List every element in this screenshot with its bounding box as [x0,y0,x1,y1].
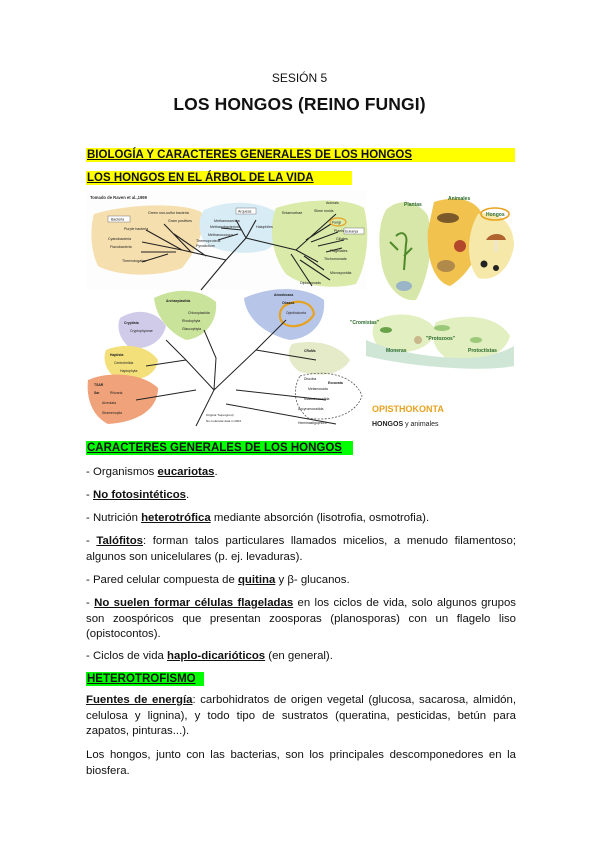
five-kingdoms-illustration [350,196,514,428]
source-note: Tomado de Raven et al.,1999 [90,195,147,200]
supergroup-tree [88,289,362,426]
svg-text:Thermotogales: Thermotogales [122,259,146,263]
opisthokonta-caption: OPISTHOKONTA [372,404,444,414]
svg-text:Metamonada: Metamonada [308,387,328,391]
svg-text:Chloroplastida: Chloroplastida [188,311,210,315]
fungi-region [469,213,514,279]
svg-text:Plants: Plants [334,229,344,233]
heterotrophy-decomposers-paragraph: Los hongos, junto con las bacterias, son los principales descomponedores en la biosfera. [86,749,516,777]
svg-text:Haptophyta: Haptophyta [120,369,138,373]
lizard-drawing [437,213,459,223]
svg-text:Animales: Animales [448,196,471,202]
svg-text:TSAR: TSAR [94,383,104,387]
svg-text:Methanococcus: Methanococcus [208,233,234,237]
svg-text:No molecular data in 2004: No molecular data in 2004 [206,419,242,423]
page-title: LOS HONGOS (REINO FUNGI) [173,94,426,114]
char-item-7: - Ciclos de vida haplo-dicarióticos (en general). [86,650,333,662]
svg-text:Bacteria: Bacteria [111,217,125,222]
three-domain-tree [86,190,367,290]
svg-text:Moneras: Moneras [386,348,407,354]
protozoan-drawing [434,325,450,331]
svg-text:Flavobacteria: Flavobacteria [110,245,132,249]
session-label: SESIÓN 5 [271,71,328,85]
svg-text:Original 'Supergroup': Original 'Supergroup' [206,413,234,417]
char-item-1: - Organismos eucariotas. [86,466,218,478]
svg-text:Cryptista: Cryptista [124,321,139,325]
svg-text:Pyrodictium: Pyrodictium [196,244,215,248]
svg-text:Protoctistas: Protoctistas [468,348,497,354]
svg-text:Sar: Sar [94,391,100,395]
svg-text:Eukarya: Eukarya [345,229,359,234]
hongos-y-animales-caption: HONGOS y animales [372,421,439,428]
svg-text:Glaucophyta: Glaucophyta [182,327,202,331]
svg-text:Cryptophyceae: Cryptophyceae [130,329,153,333]
char-item-6: - No suelen formar células flageladas en los ciclos de vida, solo algunos grupos son zoospóricos que presentan zoosporas (planosporas) con un flagelo liso (opistocontos). [86,597,516,640]
svg-text:Fungi: Fungi [332,220,341,225]
svg-text:Discoba: Discoba [304,377,317,381]
svg-text:Rhodophyta: Rhodophyta [182,319,201,323]
alga-drawing [380,327,392,333]
svg-text:Opisthokonta: Opisthokonta [286,311,306,315]
svg-text:Haptista: Haptista [110,353,124,357]
svg-text:Diplomonads: Diplomonads [300,281,321,285]
svg-text:Rhizaria: Rhizaria [110,391,123,395]
snail-drawing [437,260,455,272]
svg-text:Trichomonads: Trichomonads [324,257,347,261]
svg-text:Halophiles: Halophiles [256,225,273,229]
svg-text:Centrohelida: Centrohelida [114,361,134,365]
svg-text:Animals: Animals [326,201,339,205]
char-item-5: - Pared celular compuesta de quitina y β- glucanos. [86,574,350,586]
svg-text:Methanosarcina: Methanosarcina [214,219,240,223]
char-item-3: - Nutrición heterotrófica mediante absorción (lisotrofia, osmotrofia). [86,512,430,524]
moneran-drawing [414,336,422,344]
svg-text:Entamoebae: Entamoebae [282,211,303,215]
svg-text:Slime molds: Slime molds [314,209,334,213]
svg-text:Hongos: Hongos [486,212,505,218]
heading-heterotrophy: HETEROTROFISMO [86,672,204,686]
mushroom-stem [494,240,498,252]
svg-text:Malawimonadida: Malawimonadida [304,397,330,401]
svg-text:Ancyromonadida: Ancyromonadida [298,407,324,411]
svg-text:Alveolata: Alveolata [102,401,116,405]
svg-text:Stramenopila: Stramenopila [102,411,122,415]
svg-text:CRuMs: CRuMs [304,349,316,353]
svg-text:Amoebozoa: Amoebozoa [274,293,294,297]
heading-general-characters: CARACTERES GENERALES DE LOS HONGOS [86,441,353,455]
svg-text:Hemimastigophora: Hemimastigophora [298,421,327,425]
svg-text:Gram positives: Gram positives [168,219,192,223]
char-item-2: - No fotosintéticos. [86,489,190,501]
svg-text:"Protozoos": "Protozoos" [426,336,456,342]
svg-text:Flagellates: Flagellates [330,249,348,253]
svg-text:Plantas: Plantas [404,202,422,208]
tree-of-life-figure [86,190,514,440]
char-item-4: - Talófitos: forman talos particulares llamados micelios, a menudo filamentoso; algunos son unicelulares (p. ej. levaduras). [86,535,516,563]
mold-spore [481,261,488,268]
svg-text:Purple bacteria: Purple bacteria [124,227,149,231]
svg-text:Green non-sulfur bacteria: Green non-sulfur bacteria [148,211,189,215]
heading-biology: BIOLOGÍA Y CARACTERES GENERALES DE LOS HONGOS [86,148,515,162]
svg-text:Obazoa: Obazoa [282,301,295,305]
svg-text:Ciliates: Ciliates [336,237,348,241]
svg-text:Thermoproteus: Thermoproteus [196,239,221,243]
ladybug-drawing [454,240,466,252]
heading-tree-of-life: LOS HONGOS EN EL ÁRBOL DE LA VIDA [86,171,352,185]
svg-text:Methanobacterium: Methanobacterium [210,225,240,229]
svg-text:Cyanobacteria: Cyanobacteria [108,237,132,241]
svg-text:"Cromistas": "Cromistas" [350,320,380,326]
heterotrophy-energy-paragraph: Fuentes de energía: carbohidratos de origen vegetal (glucosa, sacarosa, almidón, celulosa y lignina), y todo tipo de sustratos (queratina, pesticidas, betún para zapatos, pinturas...). [86,694,517,737]
svg-text:Microsporidia: Microsporidia [330,271,352,275]
crums-region [289,342,350,375]
shell-drawing [396,281,412,291]
sar-region [88,374,158,424]
svg-text:Archaeplastida: Archaeplastida [166,299,191,303]
svg-text:Excavata: Excavata [328,381,343,385]
svg-text:Arqueas: Arqueas [238,209,252,214]
